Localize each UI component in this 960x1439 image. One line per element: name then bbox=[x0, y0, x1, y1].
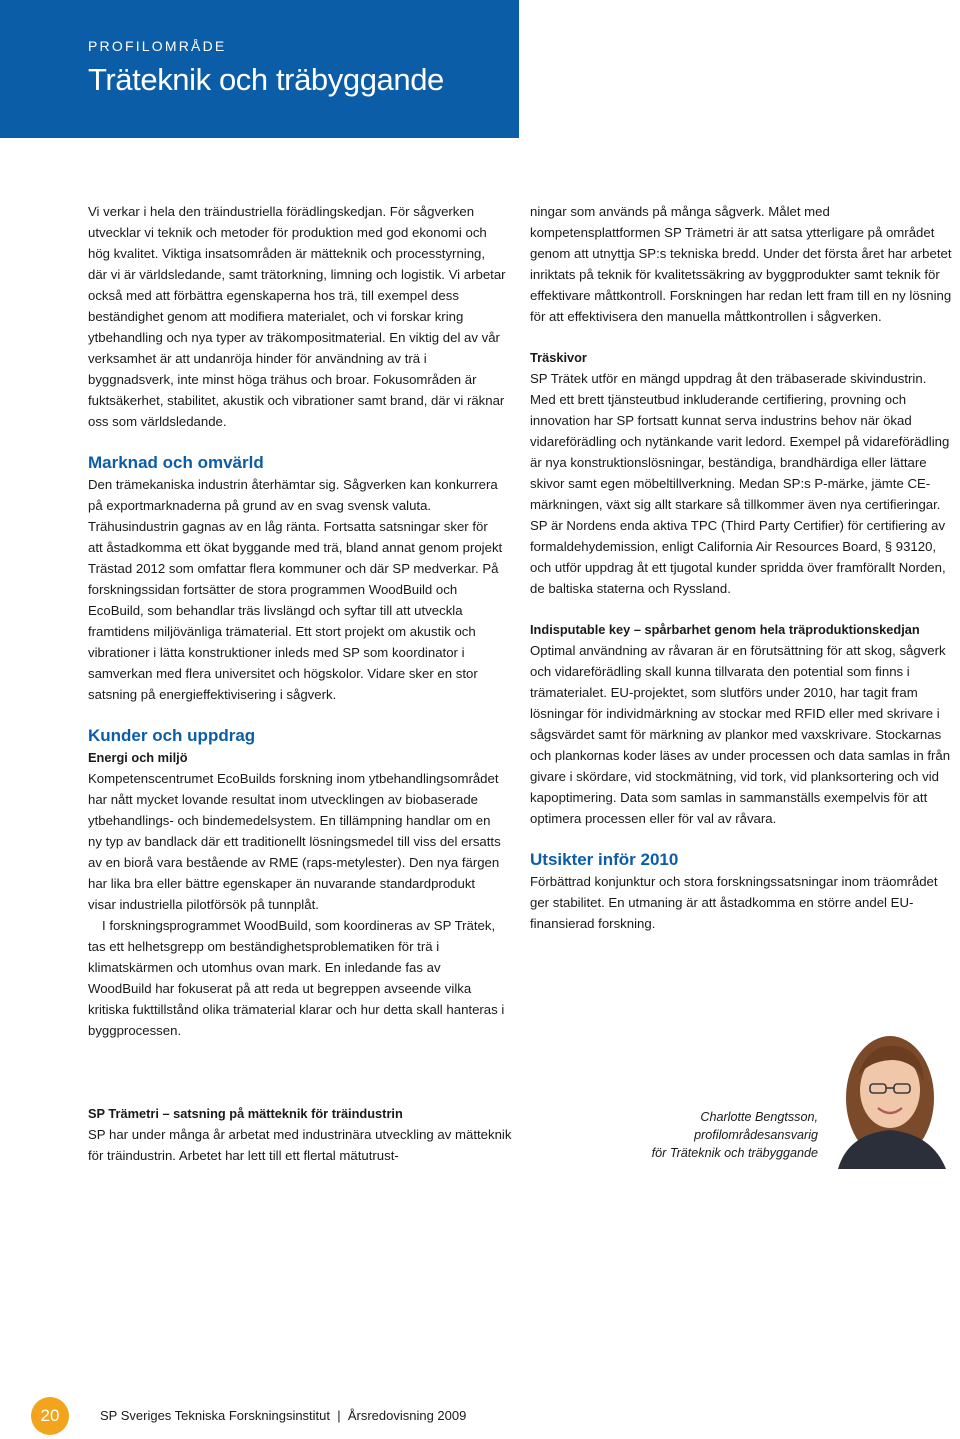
intro-paragraph: Vi verkar i hela den träindustriella förädlingskedjan. För sågverken utvecklar vi teknik och metoder för produktion med god ekonomi och hög kvalitet. Viktiga insatsområden är mätteknik och processtyrning, där vi är världsledande, samt trätorkning, limning och logistik. Vi arbetar också med att förbättra egenskaperna hos trä, till exempel dess beständighet genom att modifiera materialet, och vi forskar kring ytbehandling och nya typer av träkompositmaterial. En viktig del av vår verksamhet är att undanröja hinder för användning av trä i byggnadsverk, inte minst höga trähus och broar. Fokusområden är fuktsäkerhet, stabilitet, akustik och vibrationer samt brand, där vi räknar oss som världsledande. bbox=[88, 204, 506, 429]
portrait-photo bbox=[828, 1026, 958, 1169]
continued-paragraph: ningar som används på många sågverk. Målet med kompetensplattformen SP Trämetri är att satsa ytterligare på området genom att utnyttja SP:s tekniska bredd. Under det första året har arbetet inriktats på teknik för kvalitetssäkring av byggprodukter samt teknik för effektivare måttkontroll. Forskningen har redan lett fram till en ny lösning för att effektivisera den manuella måttkontrollen i sågverken. bbox=[530, 204, 952, 324]
left-column bbox=[88, 201, 506, 1041]
tramatri-paragraph: SP har under många år arbetat med industrinära utveckling av mätteknik för träindustrin. Arbetet har lett till ett flertal mätutrust- bbox=[88, 1127, 512, 1163]
caption-name: Charlotte Bengtsson, bbox=[700, 1110, 818, 1124]
caption-area: för Träteknik och träbyggande bbox=[651, 1146, 818, 1160]
indisputable-heading: Indisputable key – spårbarhet genom hela träproduktionskedjan bbox=[530, 622, 920, 637]
bottom-left-block bbox=[88, 1103, 518, 1166]
market-heading: Marknad och omvärld bbox=[88, 453, 264, 472]
energy-paragraph: Kompetenscentrumet EcoBuilds forskning inom ytbehandlingsområdet har nått mycket lovande resultat inom utvecklingen av biobaserade ytbehandlings- och bindemedelsystem. En tillämpning handlar om en ny typ av bandlack där ett traditionellt lösningsmedel till viss del ersatts av en biorå vara bestående av RME (raps-metylester). Den nya färgen har lika bra eller bättre egenskaper än nuvarande standardprodukt visar industriella pilotförsök på tunnplåt. bbox=[88, 771, 501, 912]
indisputable-paragraph: Optimal användning av råvaran är en förutsättning för att skog, sågverk och vidareförädling skall kunna tillvarata den potential som finns i trämaterialet. EU-projektet, som slutförs under 2010, har tagit fram lösningar för individmärkning av stockar med RFID eller med skrivare i sågsvärdet samt för märkning av plankor med vaxskrivare. Stockarnas och plankornas koder läses av under processen och data samlas in från givare i skördare, vid stockmätning, vid tork, vid planksortering och vid kapoptimering. Data som samlas in sammanställs exempelvis för att optimera processen eller för val av råvara. bbox=[530, 643, 951, 826]
caption-role: profilområdesansvarig bbox=[694, 1128, 818, 1142]
outlook-heading: Utsikter inför 2010 bbox=[530, 850, 679, 869]
customers-heading: Kunder och uppdrag bbox=[88, 726, 256, 745]
section-kicker: PROFILOMRÅDE bbox=[88, 38, 227, 54]
market-paragraph: Den trämekaniska industrin återhämtar sig. Sågverken kan konkurrera på exportmarknaderna på grund av en svag svensk valuta. Trähusindustrin gagnas av en låg ränta. Fortsatta satsningar sker för att åstadkomma ett ökat byggande med trä, bland annat genom projekt Trästad 2012 som omfattar flera kommuner och där SP medverkar. På forskningssidan fortsätter de stora programmen WoodBuild och EcoBuild, som behandlar träs livslängd och syftar till att utveckla framtidens miljövänliga trämaterial. Ett stort projekt om akustik och vibrationer i lätta konstruktioner inleds med SP som koordinator i samverkan med flera universitet och högskolor. Vidare sker en stor satsning på energieffektivisering i sågverk. bbox=[88, 477, 503, 702]
tramatri-heading: SP Trämetri – satsning på mätteknik för träindustrin bbox=[88, 1106, 403, 1121]
footer-text: SP Sveriges Tekniska Forskningsinstitut | Årsredovisning 2009 bbox=[100, 1408, 467, 1423]
energy-subheading: Energi och miljö bbox=[88, 750, 188, 765]
photo-caption bbox=[600, 1108, 818, 1162]
woodbuild-paragraph: I forskningsprogrammet WoodBuild, som koordineras av SP Trätek, tas ett helhetsgrepp om beständighetsproblematiken för trä i klimatskärmen och utomhus ovan mark. En inledande fas av WoodBuild har fokuserat på att reda ut begreppen avseende vilka kritiska fukttillstånd olika trämaterial klarar och hur detta skall hanteras i byggprocessen. bbox=[88, 918, 505, 1038]
traskivor-heading: Träskivor bbox=[530, 350, 587, 365]
page-number-badge: 20 bbox=[31, 1397, 69, 1435]
traskivor-paragraph: SP Trätek utför en mängd uppdrag åt den träbaserade skivindustrin. Med ett brett tjänsteutbud inkluderande certifiering, provning och innovation har SP fortsatt kunnat serva industrins behov när ökad vidareförädling och nytänkande varit ledord. Exempel på vidareförädling är nya konstruktionslösningar, beständiga, brandhärdiga eller lättare skivor samt egen möbeltillverkning. Medan SP:s P-märke, jämte CE-märkningen, växt sig allt starkare så tillkommer även nya certifieringar. SP är Nordens enda aktiva TPC (Third Party Certifier) för certifiering av formaldehydemission, enligt California Air Resources Board, § 93120, och utför uppdrag åt ett tjugotal kunder spridda över framförallt Norden, de baltiska staterna och Ryssland. bbox=[530, 371, 950, 596]
page-title: Träteknik och träbyggande bbox=[88, 62, 444, 97]
right-column bbox=[530, 201, 954, 934]
header-band bbox=[0, 0, 519, 138]
outlook-paragraph: Förbättrad konjunktur och stora forskningssatsningar inom träområdet ger stabilitet. En utmaning är att åstadkomma en större andel EU-finansierad forskning. bbox=[530, 874, 938, 931]
